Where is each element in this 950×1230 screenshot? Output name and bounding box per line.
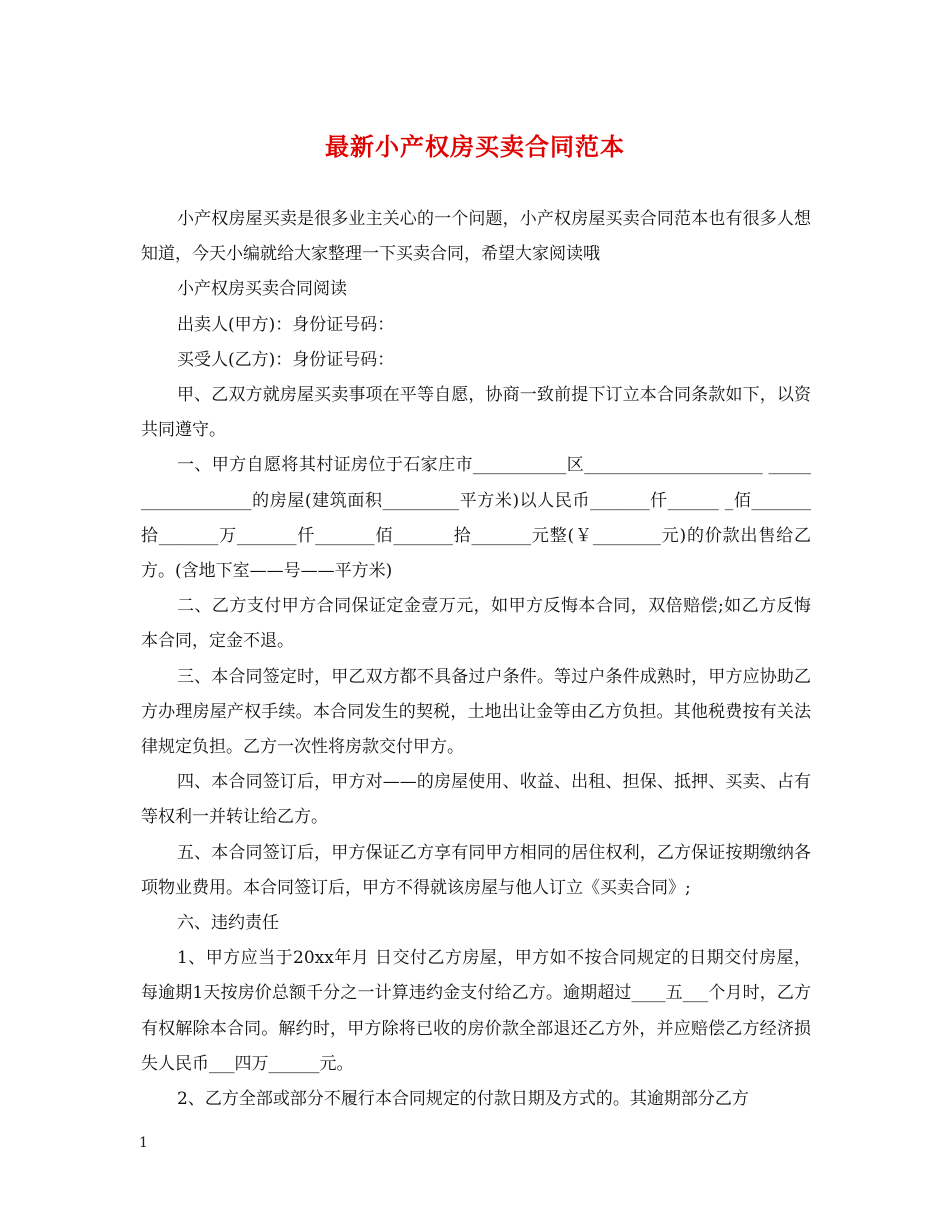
paragraph-clause-4: 四、本合同签订后，甲方对——的房屋使用、收益、出租、担保、抵押、买卖、占有等权利一并转让给乙方。 [141, 772, 811, 828]
paragraph-clause-6-1: 1、甲方应当于20xx年月 日交付乙方房屋，甲方如不按合同规定的日期交付房屋，每逾期1天按房价总额千分之一计算违约金支付给乙方。逾期超过____五___个月时，乙方有权解除本合同。解约时，甲方除将已收的房价款全部退还乙方外，并应赔偿乙方经济损失人民币___四万______元。 [141, 948, 811, 1074]
paragraph-clause-5: 五、本合同签订后，甲方保证乙方享有同甲方相同的居住权利，乙方保证按期缴纳各项物业费用。本合同签订后，甲方不得就该房屋与他人订立《买卖合同》; [141, 842, 811, 898]
document-body [141, 202, 811, 1117]
paragraph-clause-6-2: 2、乙方全部或部分不履行本合同规定的付款日期及方式的。其逾期部分乙方 [177, 1089, 749, 1110]
document-title: 最新小产权房买卖合同范本 [325, 133, 625, 161]
page-number: 1 [139, 1135, 148, 1151]
paragraph-clause-6-heading: 六、违约责任 [177, 913, 279, 934]
paragraph-seller: 出卖人(甲方)：身份证号码： [177, 314, 395, 335]
paragraph-intro: 小产权房屋买卖是很多业主关心的一个问题，小产权房屋买卖合同范本也有很多人想知道，今天小编就给大家整理一下买卖合同，希望大家阅读哦 [141, 209, 811, 265]
paragraph-heading: 小产权房买卖合同阅读 [177, 279, 347, 300]
paragraph-clause-3: 三、本合同签定时，甲乙双方都不具备过户条件。等过户条件成熟时，甲方应协助乙方办理房屋产权手续。本合同发生的契税，土地出让金等由乙方负担。其他税费按有关法律规定负担。乙方一次性将房款交付甲方。 [141, 666, 811, 758]
paragraph-clause-1: 一、甲方自愿将其村证房位于石家庄市___________区_____________________ __________________的房屋(建筑面积_________平方米)以人民币_______仟______ _佰_______拾_______万_______仟_______佰_______拾_______元整(￥________元)的价款出售给乙方。(含地下室——号——平方米) [141, 455, 811, 582]
paragraph-preamble: 甲、乙双方就房屋买卖事项在平等自愿，协商一致前提下订立本合同条款如下，以资共同遵守。 [141, 385, 811, 441]
paragraph-buyer: 买受人(乙方)：身份证号码： [177, 349, 395, 370]
paragraph-clause-2: 二、乙方支付甲方合同保证定金壹万元，如甲方反悔本合同，双倍赔偿;如乙方反悔本合同，定金不退。 [141, 596, 811, 652]
